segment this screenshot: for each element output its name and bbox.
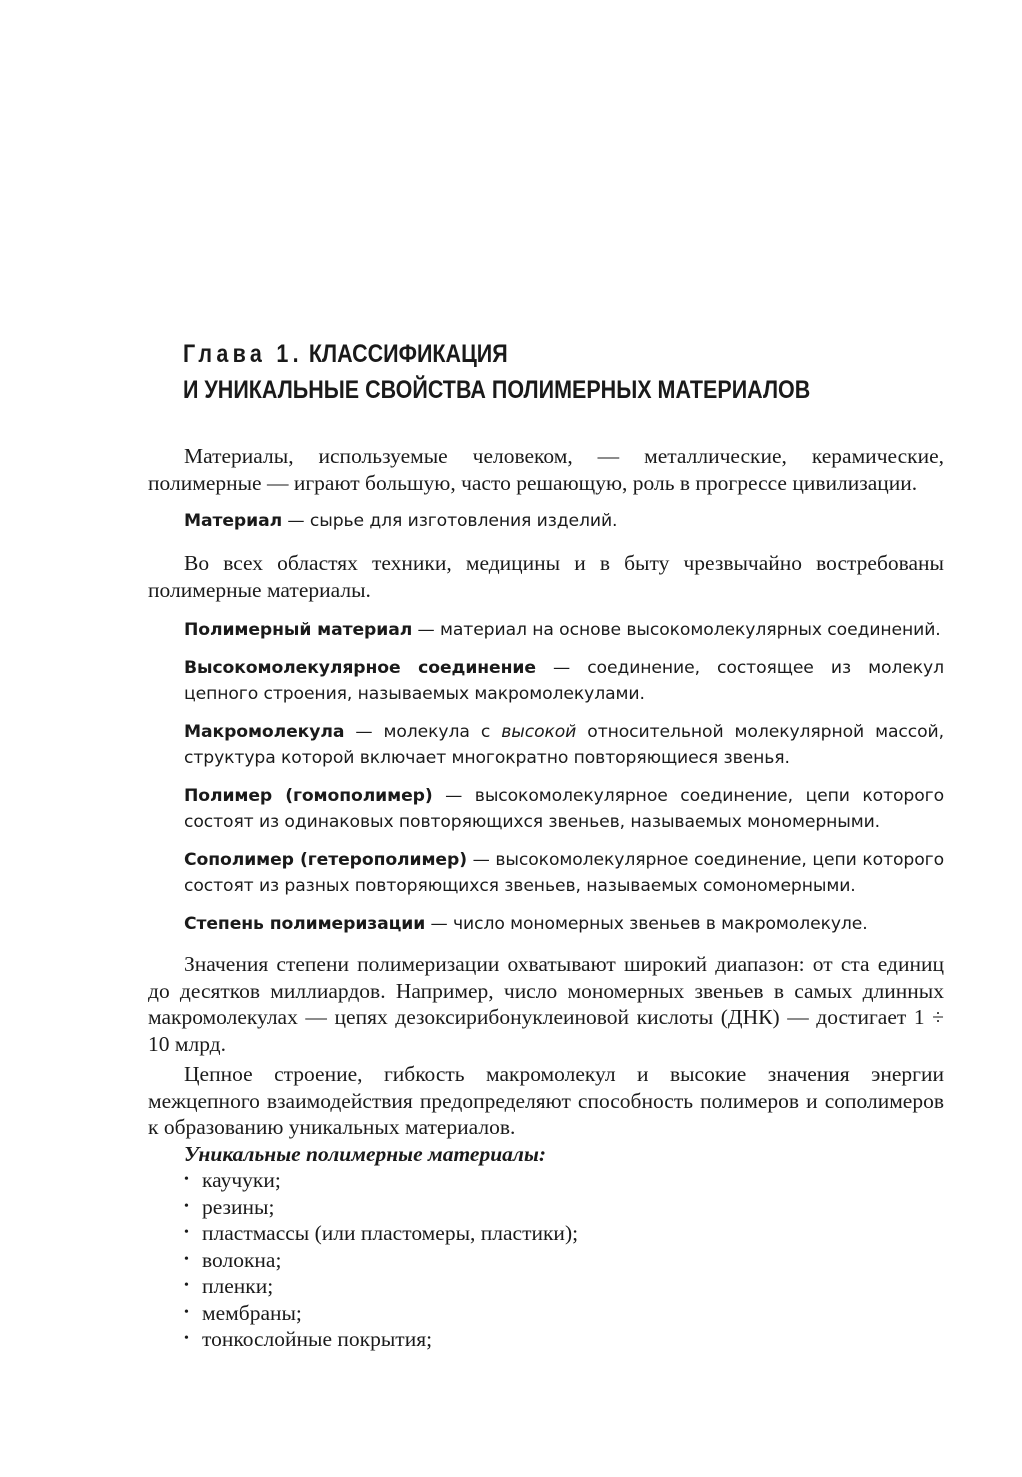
definition-text: — высокомолекулярное соединение, цепи которого состоят из разных повторяющихся звеньев, называемых сомономерными. (184, 850, 944, 896)
list-item-text: волокна; (202, 1247, 282, 1272)
definition-text: относительной молекулярной массой, структура которой включает многократно повторяющиеся звенья. (184, 722, 944, 768)
list-item-text: пленки; (202, 1274, 274, 1298)
list-item (184, 1167, 944, 1194)
bullet-icon: • (184, 1278, 189, 1293)
chapter-title (183, 336, 854, 408)
list-item (184, 1247, 944, 1274)
list-item-text: пластмассы (или пластомеры, пластики); (202, 1221, 579, 1245)
chapter-body (148, 443, 944, 1353)
definition-text: — высокомолекулярное соединение, цепи которого состоят из одинаковых повторяющихся звеньев, называемых мономерными. (184, 786, 944, 832)
unique-materials-heading: Уникальные полимерные материалы: (184, 1141, 547, 1166)
paragraph-polymerization-range: Значения степени полимеризации охватывают широкий диапазон: от ста единиц до десятков миллиардов. Например, число мономерных звеньев в самых длинных макромолекулах — цепях дезоксирибонуклеиновой кислоты (ДНК) — достигает 1 ÷ 10 млрд. (148, 952, 944, 1056)
definition-term: Полимерный материал (184, 620, 413, 640)
definition-text: — сырье для изготовления изделий. (282, 511, 618, 531)
list-item-text: мембраны; (202, 1300, 302, 1325)
definition-term: Макромолекула (184, 722, 345, 742)
definition-macromolecule (184, 719, 944, 771)
definition-term: Материал (184, 511, 283, 531)
paragraph-demand: Во всех областях техники, медицины и в быту чрезвычайно востребованы полимерные материалы. (148, 551, 944, 602)
definition-emphasis: высокой (501, 722, 577, 742)
definition-degree-of-polymerization (184, 911, 944, 937)
bullet-icon: • (184, 1251, 189, 1267)
definition-copolymer (184, 847, 944, 899)
list-item (184, 1220, 944, 1247)
bullet-icon: • (184, 1198, 189, 1214)
bullet-icon: • (184, 1225, 189, 1240)
list-item (184, 1326, 944, 1353)
chapter-title-line2: И УНИКАЛЬНЫЕ СВОЙСТВА ПОЛИМЕРНЫХ МАТЕРИАЛОВ (183, 376, 811, 404)
unique-materials-list (148, 1167, 944, 1353)
list-item (184, 1300, 944, 1327)
bullet-icon: • (184, 1304, 189, 1320)
definition-term: Полимер (гомополимер) (184, 786, 433, 806)
bullet-icon: • (184, 1172, 189, 1187)
definition-text: — число мономерных звеньев в макромолекуле. (425, 914, 868, 934)
definition-text: — соединение, состоящее из молекул цепного строения, называемых макромолекулами. (184, 658, 944, 704)
definition-polymer-material (184, 617, 944, 643)
definition-term: Сополимер (гетерополимер) (184, 850, 467, 870)
list-item-text: каучуки; (202, 1168, 281, 1192)
chapter-title-line1: КЛАССИФИКАЦИЯ (308, 340, 508, 368)
definition-term: Высокомолекулярное соединение (184, 658, 536, 678)
list-item (184, 1273, 944, 1300)
chapter-number: Глава 1. (183, 340, 303, 368)
list-item-text: тонкослойные покрытия; (202, 1327, 433, 1351)
definition-homopolymer (184, 783, 944, 835)
definition-text: — материал на основе высокомолекулярных соединений. (412, 620, 941, 640)
definition-text: — молекула с (344, 722, 502, 742)
list-item-text: резины; (202, 1194, 275, 1219)
paragraph-materials: Материалы, используемые человеком, — металлические, керамические, полимерные — играют большую, часто решающую, роль в прогрессе цивилизации. (148, 444, 944, 495)
definition-term: Степень полимеризации (184, 914, 426, 934)
definition-material (184, 508, 944, 534)
definition-high-molecular-compound (184, 655, 944, 707)
bullet-icon: • (184, 1331, 189, 1346)
list-item (184, 1194, 944, 1221)
paragraph-chain-structure: Цепное строение, гибкость макромолекул и высокие значения энергии межцепного взаимодействия предопределяют способность полимеров и сополимеров к образованию уникальных материалов. (148, 1062, 944, 1139)
